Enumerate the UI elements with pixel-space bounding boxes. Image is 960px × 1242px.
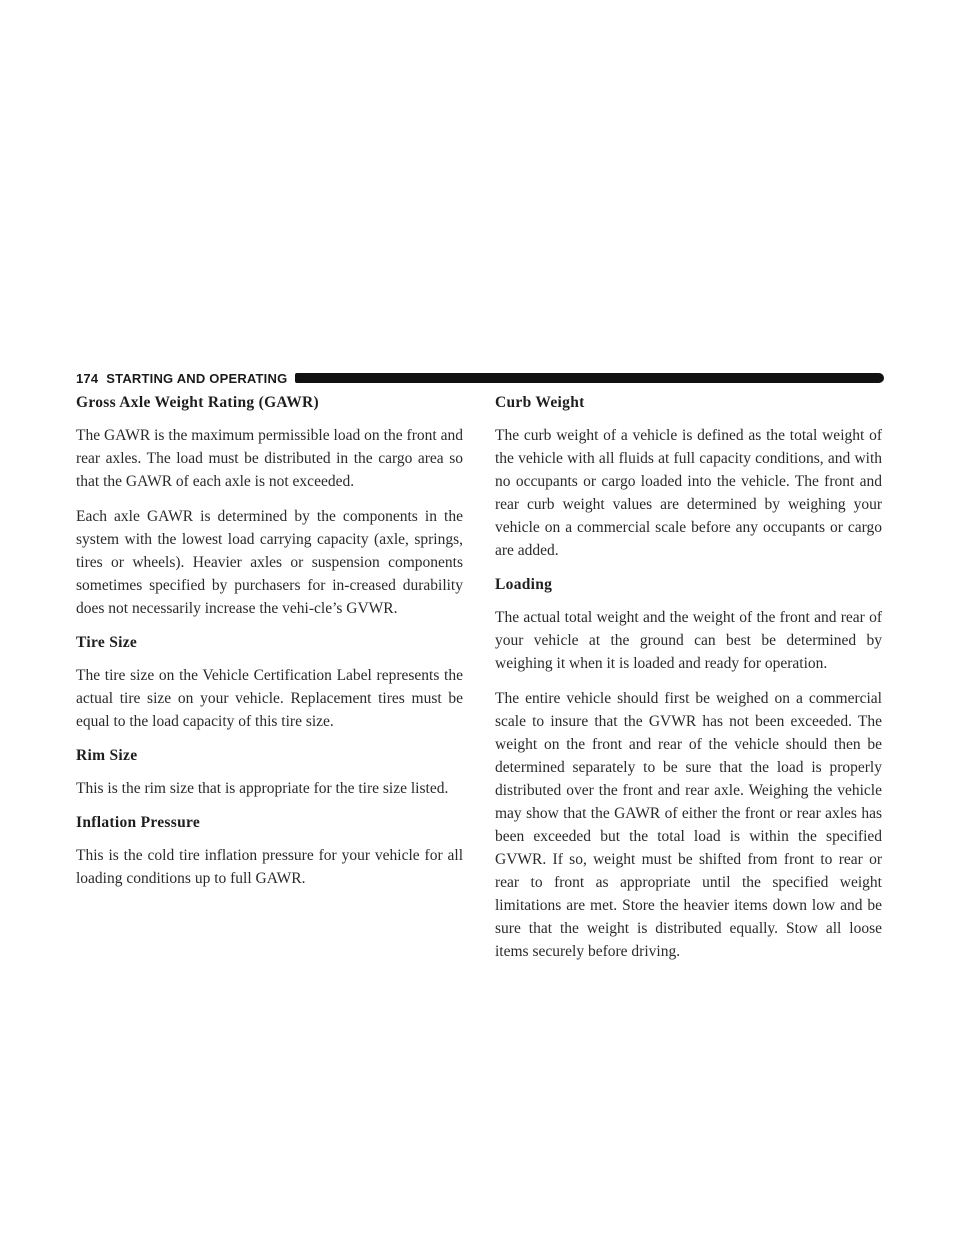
paragraph: The curb weight of a vehicle is defined as the total weight of the vehicle with all fluids at full capacity conditions, and with no occupants or cargo loaded into the vehicle. The front and rear curb weight values are determined by weighing your vehicle on a commercial scale before any occupants or cargo are added. xyxy=(495,427,882,559)
heading-loading: Loading xyxy=(495,576,553,593)
paragraph: The entire vehicle should first be weighed on a commercial scale to insure that the GVWR has not been exceeded. The weight on the front and rear of the vehicle should then be determined separately to be sure that the load is properly distributed over the front and rear axle. Weighing the vehicle may show that the GAWR of either the front or rear axles has been exceeded but the total load is within the specified GVWR. If so, weight must be shifted from front to rear or rear to front as appropriate until the specified weight limitations are met. Store the heavier items down low and be sure that the weight is distributed equally. Stow all loose items securely before driving. xyxy=(495,690,882,960)
paragraph: Each axle GAWR is determined by the components in the system with the lowest load carrying capacity (axle, springs, tires or wheels). Heavier axles or suspension components sometimes specified by purchasers for in-creased durability does not necessarily increase the vehi-cle’s GVWR. xyxy=(76,508,463,617)
heading-inflation-pressure: Inflation Pressure xyxy=(76,814,201,831)
section-title: STARTING AND OPERATING xyxy=(106,370,288,386)
left-column xyxy=(76,392,463,902)
paragraph: The GAWR is the maximum permissible load on the front and rear axles. The load must be distributed in the cargo area so that the GAWR of each axle is not exceeded. xyxy=(76,427,463,490)
section-tire-size xyxy=(76,632,463,733)
heading-tire-size: Tire Size xyxy=(76,634,138,651)
paragraph: This is the cold tire inflation pressure for your vehicle for all loading conditions up to full GAWR. xyxy=(76,847,463,887)
header-rule xyxy=(295,373,884,383)
heading-gawr: Gross Axle Weight Rating (GAWR) xyxy=(76,394,319,411)
right-column xyxy=(495,392,882,975)
paragraph: The actual total weight and the weight of the front and rear of your vehicle at the ground can best be determined by weighing it when it is loaded and ready for operation. xyxy=(495,609,882,672)
paragraph: This is the rim size that is appropriate for the tire size listed. xyxy=(76,780,449,797)
heading-rim-size: Rim Size xyxy=(76,747,138,764)
section-loading xyxy=(495,574,882,963)
page-header xyxy=(76,371,884,385)
section-inflation-pressure xyxy=(76,812,463,890)
page-number: 174 xyxy=(76,370,99,386)
section-gawr xyxy=(76,392,463,620)
section-curb-weight xyxy=(495,392,882,562)
paragraph: The tire size on the Vehicle Certification Label represents the actual tire size on your vehicle. Replacement tires must be equal to the load capacity of this tire size. xyxy=(76,667,463,730)
section-rim-size xyxy=(76,745,463,800)
heading-curb-weight: Curb Weight xyxy=(495,394,585,411)
